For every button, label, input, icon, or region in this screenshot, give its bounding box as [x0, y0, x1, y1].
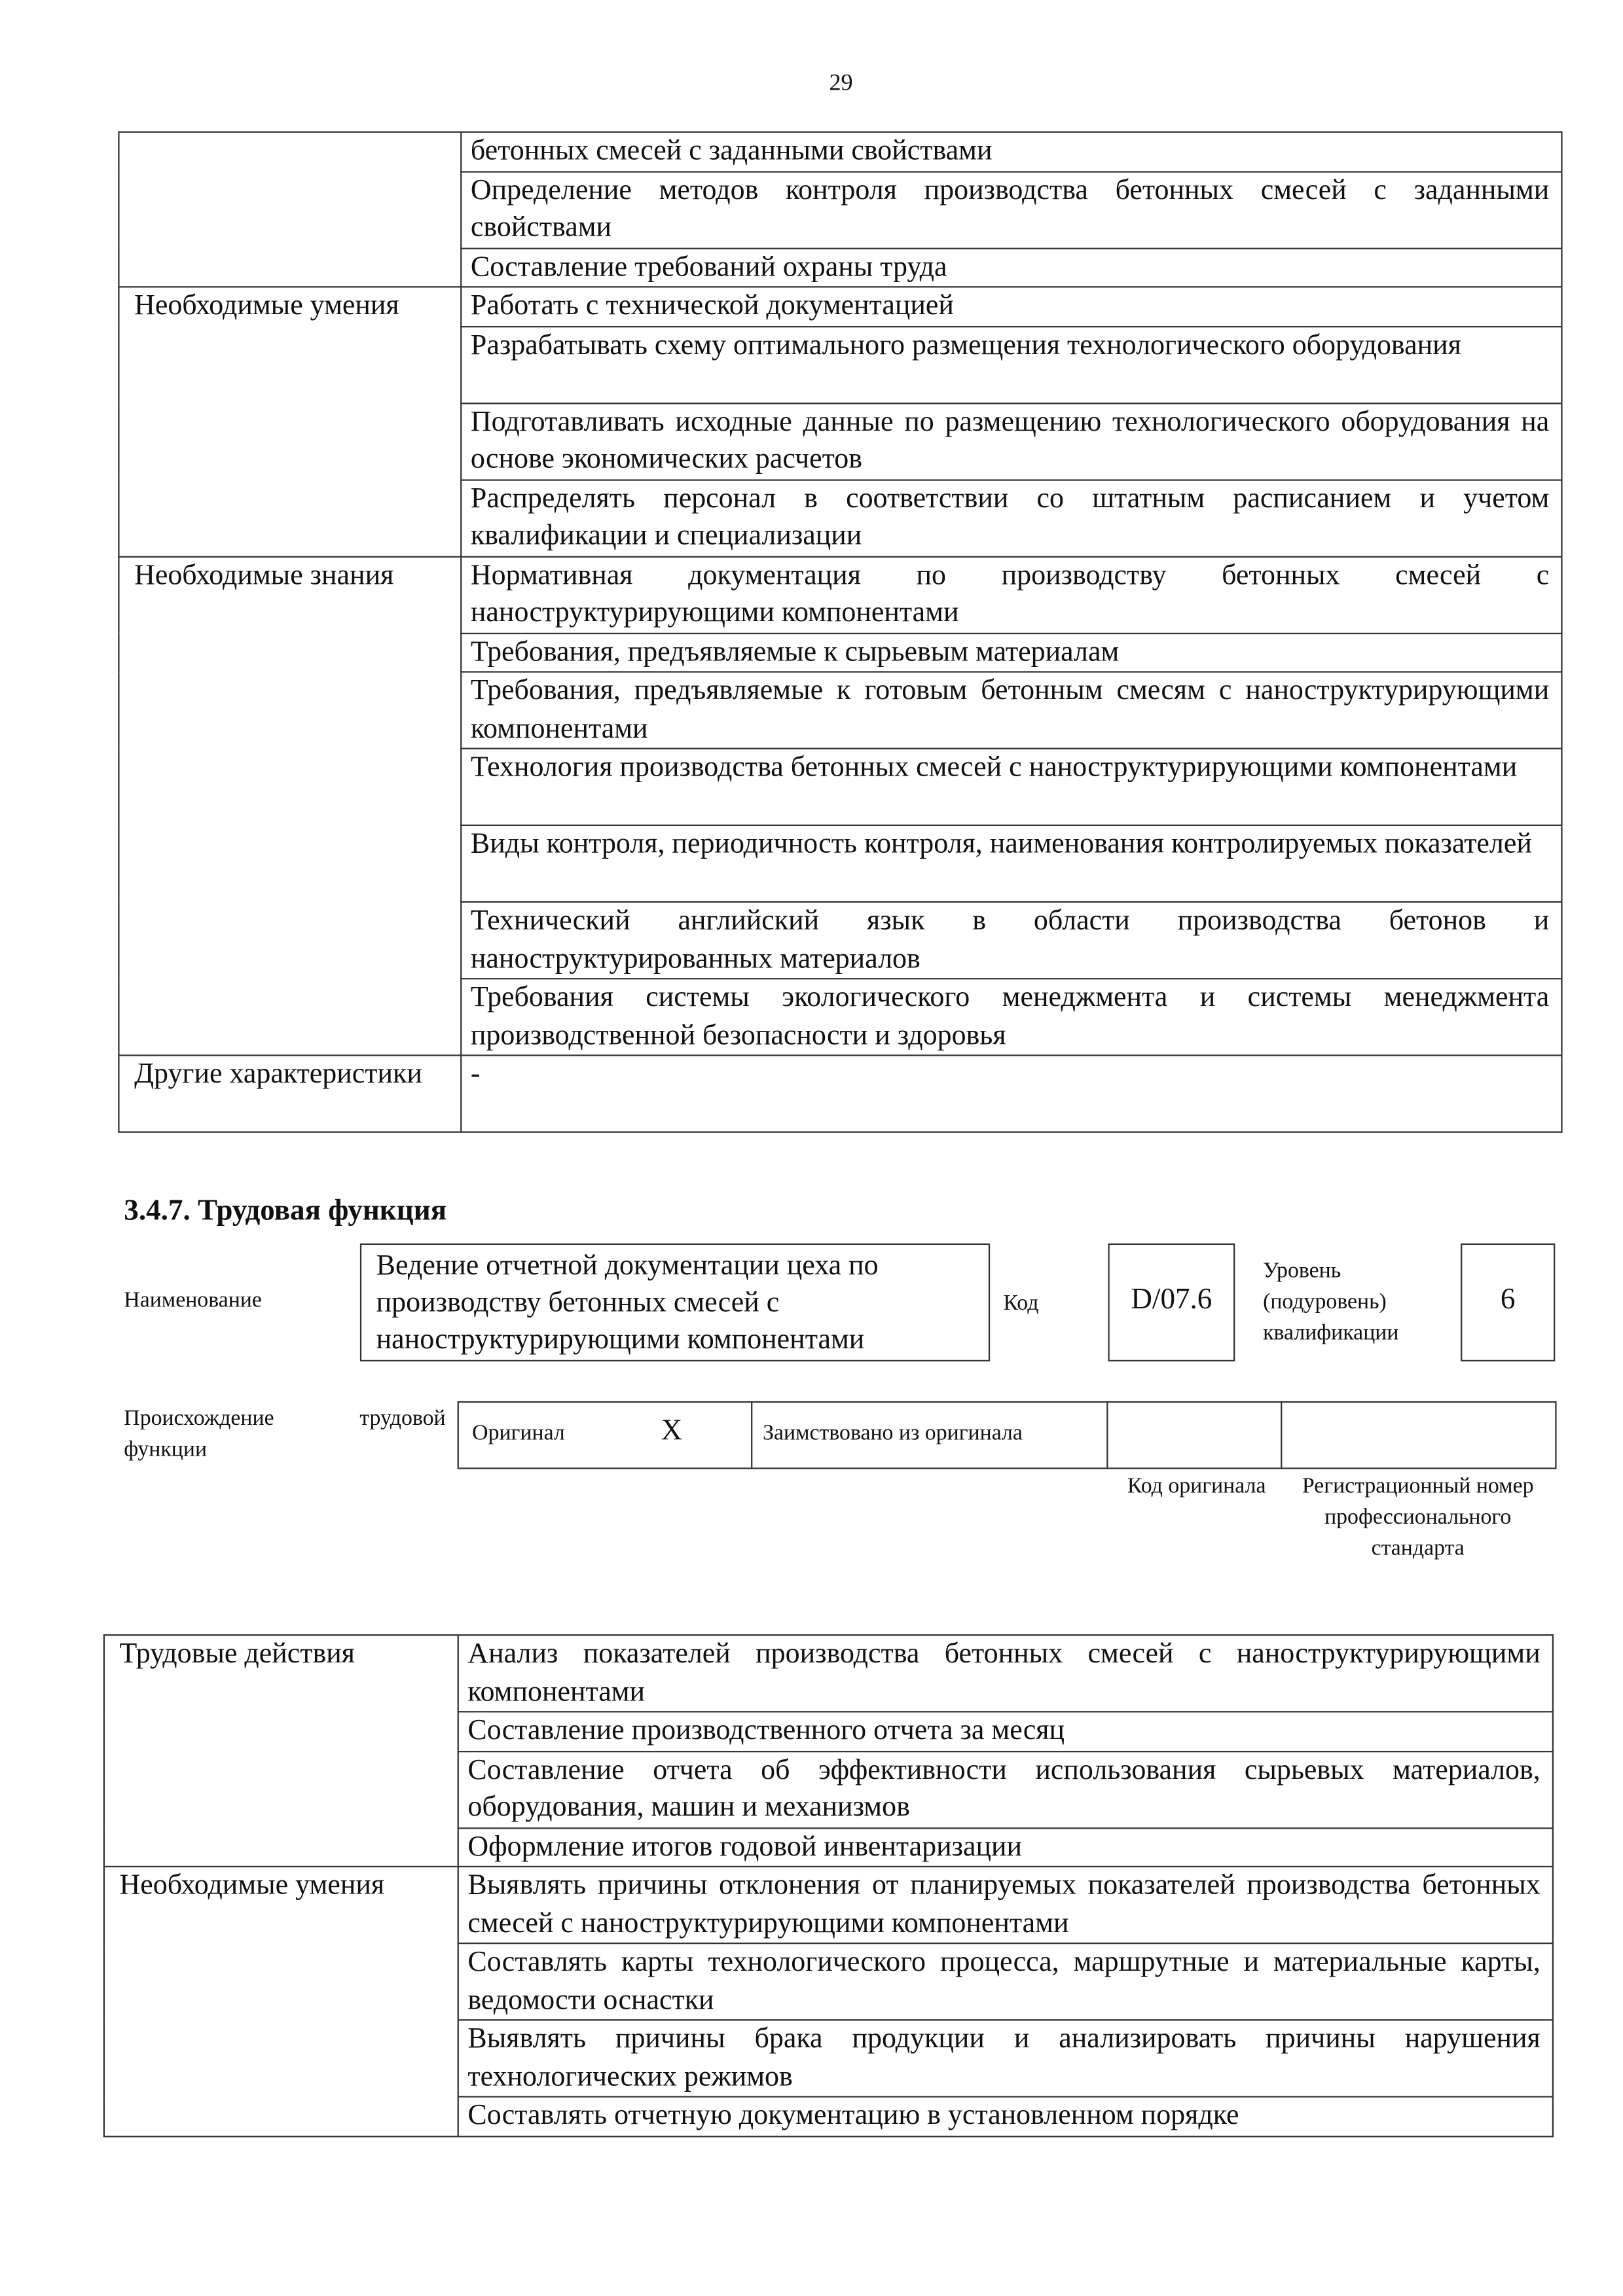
list-item: Выявлять причины отклонения от планируемых показателей производства бетонных смесей с наноструктурирующими компонентами	[458, 1867, 1553, 1943]
table-row	[119, 556, 1561, 633]
list-item: -	[461, 1055, 1561, 1132]
row-label-knowledge: Необходимые знания	[119, 556, 461, 1056]
code-label: Код	[1003, 1292, 1039, 1316]
list-item: Требования, предъявляемые к готовым бетонным смесям с наноструктурирующими компонентами	[461, 672, 1561, 749]
row-label-actions: Трудовые действия	[104, 1635, 458, 1867]
original-label: Оригинал	[472, 1422, 565, 1446]
function-name-box	[360, 1244, 990, 1361]
level-label: Уровень (подуровень) квалификации	[1263, 1259, 1399, 1346]
list-item: Требования, предъявляемые к сырьевым материалам	[461, 633, 1561, 672]
function-name: Ведение отчетной документации цеха по производству бетонных смесей с наноструктурирующими компонентами	[376, 1251, 879, 1356]
list-item: Оформление итогов годовой инвентаризации	[458, 1827, 1553, 1867]
row-label-other: Другие характеристики	[119, 1055, 461, 1132]
list-item: Разрабатывать схему оптимального размещения технологического оборудования	[461, 326, 1561, 403]
divider	[1281, 1401, 1282, 1469]
code-value: D/07.6	[1131, 1283, 1213, 1316]
competency-table-continued	[118, 132, 1562, 1133]
divider	[751, 1401, 752, 1469]
list-item: Составление производственного отчета за месяц	[458, 1712, 1553, 1751]
list-item: Нормативная документация по производству бетонных смесей с наноструктурирующими компонентами	[461, 556, 1561, 633]
divider	[1106, 1401, 1108, 1469]
table-row	[104, 1867, 1553, 1943]
labor-function-table	[103, 1634, 1554, 2136]
page-number: 29	[829, 71, 853, 96]
list-item: Технический английский язык в области производства бетонов и наноструктурированных материалов	[461, 902, 1561, 978]
code-box	[1108, 1244, 1235, 1361]
original-code-caption: Код оригинала	[1127, 1475, 1266, 1499]
list-item: Составлять отчетную документацию в установленном порядке	[458, 2096, 1553, 2136]
borrowed-label: Заимствовано из оригинала	[763, 1422, 1023, 1446]
list-item: Составление требований охраны труда	[461, 248, 1561, 287]
list-item: Технология производства бетонных смесей с наноструктурирующими компонентами	[461, 749, 1561, 825]
original-mark: X	[661, 1414, 683, 1447]
table-row	[119, 1055, 1561, 1132]
list-item: Определение методов контроля производства бетонных смесей с заданными свойствами	[461, 171, 1561, 247]
list-item: Работать с технической документацией	[461, 287, 1561, 326]
table-row	[104, 1635, 1553, 1712]
list-item: Подготавливать исходные данные по размещению технологического оборудования на основе экономических расчетов	[461, 403, 1561, 479]
list-item: Анализ показателей производства бетонных смесей с наноструктурирующими компонентами	[458, 1635, 1553, 1712]
registration-number-caption: Регистрационный номер профессионального стандарта	[1302, 1475, 1534, 1561]
list-item: Составление отчета об эффективности использования сырьевых материалов, оборудования, машин и механизмов	[458, 1751, 1553, 1827]
row-label-skills: Необходимые умения	[104, 1867, 458, 2136]
list-item: Выявлять причины брака продукции и анализировать причины нарушения технологических режимов	[458, 2020, 1553, 2096]
row-label-skills: Необходимые умения	[119, 287, 461, 556]
table-row	[119, 287, 1561, 326]
list-item: Распределять персонал в соответствии со штатным расписанием и учетом квалификации и специализации	[461, 479, 1561, 556]
level-value: 6	[1500, 1283, 1516, 1316]
table-row	[119, 132, 1561, 171]
list-item: Требования системы экологического менеджмента и системы менеджмента производственной безопасности и здоровья	[461, 978, 1561, 1055]
list-item: Составлять карты технологического процесса, маршрутные и материальные карты, ведомости оснастки	[458, 1943, 1553, 2020]
section-heading: 3.4.7. Трудовая функция	[124, 1194, 447, 1227]
list-item: Виды контроля, периодичность контроля, наименования контролируемых показателей	[461, 825, 1561, 902]
list-item: бетонных смесей с заданными свойствами	[461, 132, 1561, 171]
name-label: Наименование	[124, 1289, 262, 1313]
row-label	[119, 132, 461, 287]
level-box	[1461, 1244, 1555, 1361]
origin-label: Происхождение трудовой функции	[124, 1407, 446, 1462]
